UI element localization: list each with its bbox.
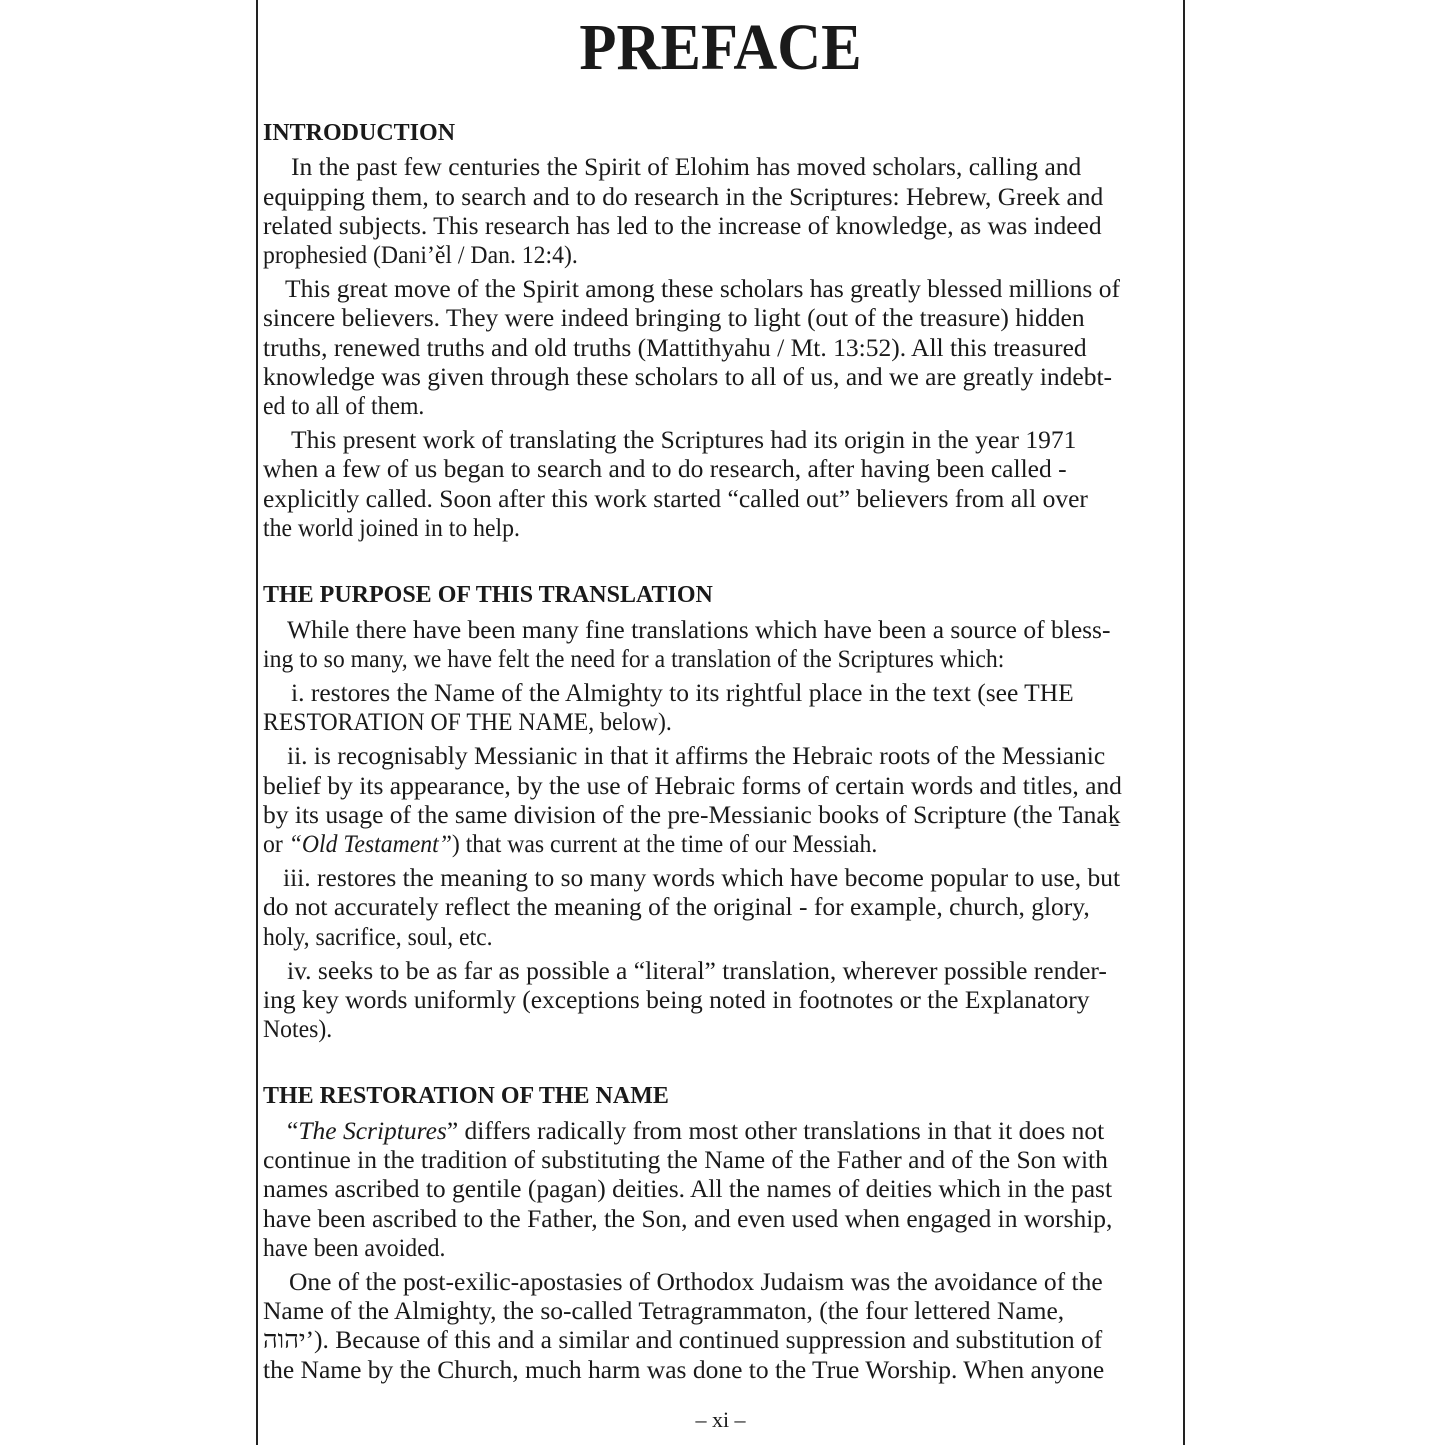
page-title: PREFACE (579, 11, 862, 84)
text-span: ) that was current at the time of our Messiah. (451, 829, 878, 858)
text-line: sincere believers. They were indeed bringing to light (out of the treasure) hidden (263, 303, 1085, 332)
text-line: iii. restores the meaning to so many words which have become popular to use, but (283, 863, 1121, 892)
section-heading-restoration: THE RESTORATION OF THE NAME (263, 1083, 669, 1109)
section-heading-introduction: INTRODUCTION (263, 120, 456, 146)
text-line: i. restores the Name of the Almighty to its rightful place in the text (see THE (291, 678, 1074, 707)
text-line: equipping them, to search and to do research in the Scriptures: Hebrew, Greek and (263, 182, 1104, 211)
page-number: – xi – (695, 1407, 746, 1432)
text-line: belief by its appearance, by the use of Hebraic forms of certain words and titles, and (263, 771, 1122, 800)
text-line: ing key words uniformly (exceptions being noted in footnotes or the Explanatory (263, 985, 1090, 1014)
text-line: the Name by the Church, much harm was done to the True Worship. When anyone (263, 1355, 1105, 1384)
text-line: RESTORATION OF THE NAME, below). (263, 707, 672, 736)
section-heading-purpose: THE PURPOSE OF THIS TRANSLATION (263, 582, 713, 608)
text-line: names ascribed to gentile (pagan) deities. All the names of deities which in the past (263, 1174, 1113, 1203)
text-line: have been avoided. (263, 1233, 446, 1262)
text-line: related subjects. This research has led to the increase of knowledge, as was indeed (263, 211, 1102, 240)
page-border-left (256, 0, 258, 1445)
text-line: Notes). (263, 1014, 333, 1043)
text-line (263, 1116, 1165, 1146)
text-line: יהוה’). Because of this and a similar and continued suppression and substitution of (263, 1325, 1103, 1354)
text-line: While there have been many fine translations which have been a source of bless- (287, 615, 1111, 644)
text-line: ii. is recognisably Messianic in that it affirms the Hebraic roots of the Messianic (287, 741, 1106, 770)
text-line: One of the post-exilic-apostasies of Orthodox Judaism was the avoidance of the (289, 1267, 1103, 1296)
text-line: knowledge was given through these scholars to all of us, and we are greatly indebt- (263, 362, 1113, 391)
italic-text: “Old Testament” (288, 829, 452, 858)
text-span: ” differs radically from most other translations in that it does not (446, 1116, 1105, 1145)
text-span: or (263, 829, 283, 858)
page-border-right (1183, 0, 1185, 1445)
text-line: truths, renewed truths and old truths (Mattithyahu / Mt. 13:52). All this treasured (263, 333, 1087, 362)
text-line (263, 829, 1165, 859)
text-line: the world joined in to help. (263, 513, 520, 542)
text-span: “ (287, 1116, 299, 1145)
text-line: This present work of translating the Scriptures had its origin in the year 1971 (291, 425, 1077, 454)
text-line: Name of the Almighty, the so-called Tetragrammaton, (the four lettered Name, (263, 1296, 1065, 1325)
text-line: do not accurately reflect the meaning of the original - for example, church, glory, (263, 892, 1090, 921)
text-line: by its usage of the same division of the pre-Messianic books of Scripture (the Tanaḵ (263, 800, 1121, 829)
text-line: when a few of us began to search and to do research, after having been called - (263, 454, 1067, 483)
italic-text: The Scriptures (298, 1116, 447, 1145)
text-line: explicitly called. Soon after this work started “called out” believers from all over (263, 484, 1088, 513)
text-line: have been ascribed to the Father, the Son, and even used when engaged in worship, (263, 1204, 1113, 1233)
text-line: iv. seeks to be as far as possible a “literal” translation, wherever possible render- (287, 956, 1107, 985)
text-line: continue in the tradition of substituting the Name of the Father and of the Son with (263, 1145, 1108, 1174)
text-line: holy, sacrifice, soul, etc. (263, 922, 493, 951)
text-line: prophesied (Dani’ěl / Dan. 12:4). (263, 240, 578, 269)
text-line: ed to all of them. (263, 391, 425, 420)
text-line: In the past few centuries the Spirit of Elohim has moved scholars, calling and (291, 152, 1082, 181)
text-line: This great move of the Spirit among these scholars has greatly blessed millions of (285, 274, 1120, 303)
text-line: ing to so many, we have felt the need for a translation of the Scriptures which: (263, 644, 1005, 673)
